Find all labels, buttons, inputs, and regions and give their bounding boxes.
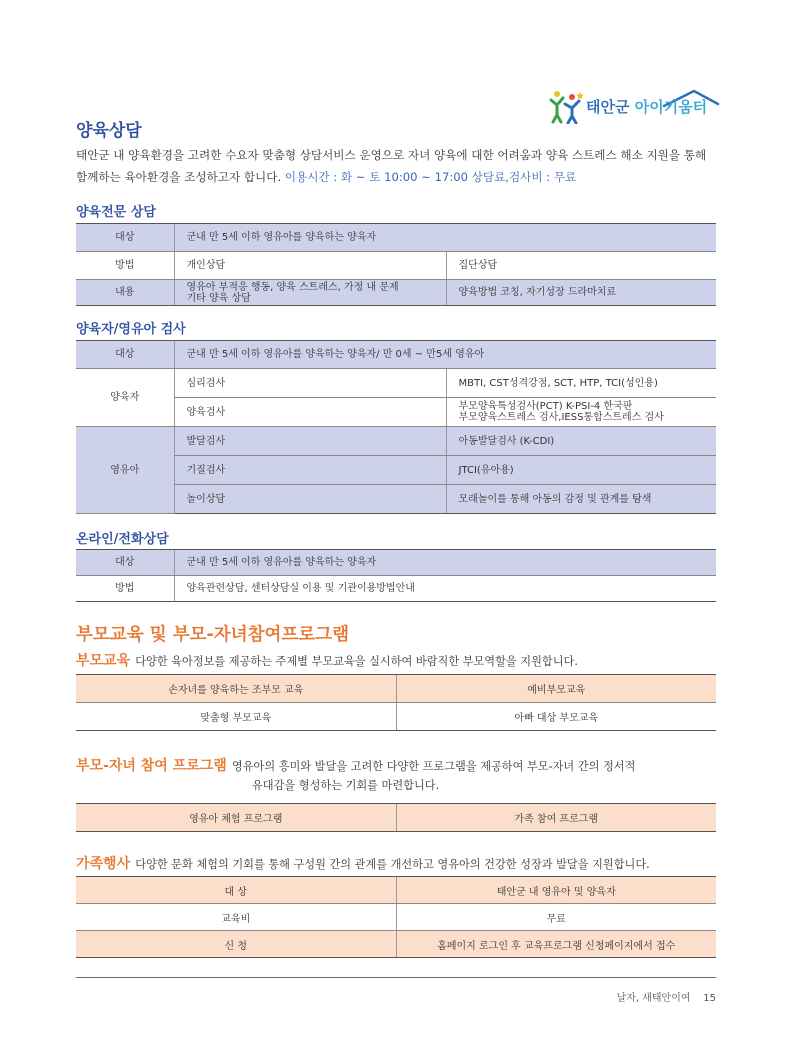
table-row	[76, 804, 716, 832]
intro-line-2: 함께하는 육아환경을 조성하고자 합니다.	[76, 170, 282, 184]
page-number: 15	[703, 993, 716, 1004]
page-footer	[540, 989, 716, 1004]
program-cell: 손자녀를 양육하는 조부모 교육	[76, 675, 396, 703]
subsection-title-online: 온라인/전화상담	[76, 532, 169, 547]
online-counseling-table	[76, 549, 716, 602]
table-row	[76, 427, 716, 456]
row-label: 방법	[76, 576, 174, 602]
row-value: 양육관련상담, 센터상담실 이용 및 기관이용방법안내	[174, 576, 716, 602]
row-label: 대상	[76, 341, 174, 369]
test-name: 심리검사	[174, 369, 446, 398]
program-cell: 아빠 대상 부모교육	[396, 703, 716, 731]
parent-education-heading: 부모교육	[76, 653, 131, 669]
detail-line-1: 부모양육특성검사(PCT) K-PSI-4 한국판	[458, 401, 633, 412]
logo-name-part1: 태안군	[586, 98, 630, 116]
test-name: 발달검사	[174, 427, 446, 456]
test-detail: JTCI(유아용)	[446, 456, 716, 485]
test-name: 놀이상담	[174, 485, 446, 514]
test-detail: 아동발달검사 (K-CDI)	[446, 427, 716, 456]
table-row	[76, 576, 716, 602]
group-label-infant: 영유아	[76, 427, 174, 514]
subsection-title-assessment: 양육자/영유아 검사	[76, 322, 186, 337]
row-value-left	[174, 280, 446, 306]
program-cell: 가족 참여 프로그램	[396, 804, 716, 832]
row-value: 군내 만 5세 이하 영유아를 양육하는 양육자/ 만 0세 ~ 만5세 영유아	[174, 341, 716, 369]
subsection-title-expert: 양육전문 상담	[76, 205, 156, 220]
row-label: 내용	[76, 280, 174, 306]
table-row	[76, 703, 716, 731]
participation-program-table	[76, 803, 716, 832]
intro-line-1: 태안군 내 양육환경을 고려한 수요자 맞춤형 상담서비스 운영으로 자녀 양육에 대한 어려움과 양육 스트레스 해소 지원을 통해	[76, 148, 707, 162]
family-event-heading: 가족행사	[76, 856, 131, 872]
participation-desc-line-2: 유대감을 형성하는 기회를 마련합니다.	[252, 779, 440, 792]
table-row	[76, 252, 716, 280]
participation-desc-line-1: 영유아의 흥미와 발달을 고려한 다양한 프로그램을 제공하여 부모-자녀 간의 정서적	[231, 760, 636, 773]
test-name: 기질검사	[174, 456, 446, 485]
logo-name-part2: 아이키움터	[634, 98, 708, 116]
table-row	[76, 280, 716, 306]
table-row	[76, 550, 716, 576]
center-logo	[548, 88, 720, 124]
table-row	[76, 904, 716, 931]
footer-divider	[76, 977, 716, 978]
program-cell: 영유아 체험 프로그램	[76, 804, 396, 832]
table-row	[76, 341, 716, 369]
row-value: 홈페이지 로그인 후 교육프로그램 신청페이지에서 접수	[396, 931, 716, 958]
table-row	[76, 224, 716, 252]
intro-paragraph	[76, 144, 726, 188]
footer-text: 날자, 새태안이여	[616, 993, 691, 1004]
children-figure-icon	[548, 88, 588, 124]
expert-counseling-table	[76, 223, 716, 306]
row-label: 교육비	[76, 904, 396, 931]
test-detail: 모래놀이를 통해 아동의 감정 및 관계를 탐색	[446, 485, 716, 514]
program-cell: 맞춤형 부모교육	[76, 703, 396, 731]
table-row	[76, 931, 716, 958]
table-row	[76, 877, 716, 904]
family-event-table	[76, 876, 716, 958]
row-value: 태안군 내 영유아 및 양육자	[396, 877, 716, 904]
row-label: 대상	[76, 224, 174, 252]
row-value-right: 집단상담	[446, 252, 716, 280]
test-name: 양육검사	[174, 398, 446, 427]
table-row	[76, 369, 716, 398]
row-value: 군내 만 5세 이하 영유아를 양육하는 양육자	[174, 550, 716, 576]
row-value-left: 개인상담	[174, 252, 446, 280]
row-label: 대 상	[76, 877, 396, 904]
row-label: 신 청	[76, 931, 396, 958]
group-label-caregiver: 양육자	[76, 369, 174, 427]
parent-education-desc: 다양한 육아정보를 제공하는 주제별 부모교육을 실시하여 바람직한 부모역할을 지원합니다.	[135, 655, 578, 668]
assessment-table	[76, 340, 716, 514]
participation-program-heading: 부모-자녀 참여 프로그램	[76, 758, 227, 774]
program-cell: 예비부모교육	[396, 675, 716, 703]
row-label: 방법	[76, 252, 174, 280]
content-line-1: 영유아 부적응 행동, 양육 스트레스, 가정 내 문제	[186, 281, 399, 293]
section-title-childcare-counseling: 양육상담	[76, 121, 142, 141]
test-detail	[446, 398, 716, 427]
table-row	[76, 675, 716, 703]
row-value-right: 양육방법 코칭, 자기성장 드라마치료	[446, 280, 716, 306]
content-line-2: 기타 양육 상담	[186, 292, 251, 304]
parent-education-table	[76, 674, 716, 731]
row-value: 무료	[396, 904, 716, 931]
test-detail: MBTI, CST성격강점, SCT, HTP, TCI(성인용)	[446, 369, 716, 398]
section-title-parent-program: 부모교육 및 부모-자녀참여프로그램	[76, 625, 350, 645]
row-value: 군내 만 5세 이하 영유아를 양육하는 양육자	[174, 224, 716, 252]
hours-info: 이용시간 : 화 ~ 토 10:00 ~ 17:00 상담료,검사비 : 무료	[284, 170, 577, 184]
detail-line-2: 부모양육스트레스 검사,IESS통합스트레스 검사	[458, 412, 664, 423]
row-label: 대상	[76, 550, 174, 576]
family-event-desc: 다양한 문화 체험의 기회를 통해 구성원 간의 관계를 개선하고 영유아의 건강한 성장과 발달을 지원합니다.	[135, 858, 650, 871]
